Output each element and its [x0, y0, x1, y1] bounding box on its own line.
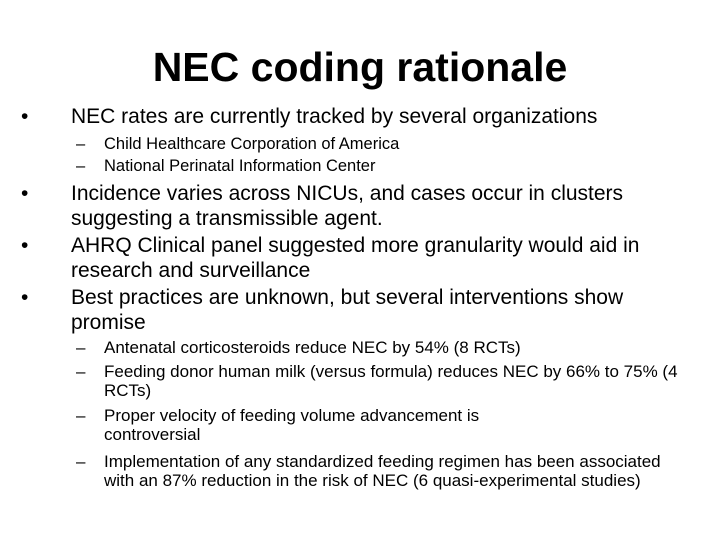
sub-bullet-marker: – — [76, 362, 86, 381]
sub-bullet-marker: – — [76, 157, 86, 175]
bullet-item — [21, 233, 701, 283]
sub-bullet-marker: – — [76, 338, 86, 357]
bullet-marker: • — [21, 286, 29, 309]
sub-bullet-text: Implementation of any standardized feeding regimen has been associated with an 87% reduction in the risk of NEC (6 quasi-experimental studies) — [104, 452, 661, 490]
bullet-item — [21, 285, 701, 335]
sub-bullet-marker: – — [76, 406, 86, 425]
sub-bullet-text: Proper velocity of feeding volume advancement is controversial — [104, 406, 480, 444]
sub-bullet-text: National Perinatal Information Center — [104, 157, 376, 175]
sub-bullet-item — [76, 452, 684, 490]
sub-bullet-marker: – — [76, 135, 86, 153]
sub-bullet-item — [76, 362, 679, 400]
bullet-item — [21, 181, 701, 231]
sub-bullet-item — [76, 133, 684, 155]
sub-bullet-text: Feeding donor human milk (versus formula) reduces NEC by 66% to 75% (4 RCTs) — [104, 362, 678, 400]
sub-bullet-item — [76, 406, 574, 444]
sub-bullet-item — [76, 155, 684, 177]
sub-bullet-text: Child Healthcare Corporation of America — [104, 135, 400, 153]
sub-bullet-item — [76, 337, 684, 358]
bullet-text: Best practices are unknown, but several interventions show promise — [71, 286, 624, 334]
bullet-text: NEC rates are currently tracked by several organizations — [71, 105, 598, 128]
slide-title: NEC coding rationale — [152, 44, 568, 90]
bullet-marker: • — [21, 182, 29, 205]
bullet-text: AHRQ Clinical panel suggested more granularity would aid in research and surveillance — [71, 234, 640, 282]
bullet-marker: • — [21, 234, 29, 257]
sub-bullet-marker: – — [76, 452, 86, 471]
bullet-marker: • — [21, 105, 29, 128]
bullet-text: Incidence varies across NICUs, and cases occur in clusters suggesting a transmissible agent. — [71, 182, 624, 230]
bullet-item — [21, 104, 701, 129]
sub-bullet-text: Antenatal corticosteroids reduce NEC by 54% (8 RCTs) — [104, 338, 521, 357]
